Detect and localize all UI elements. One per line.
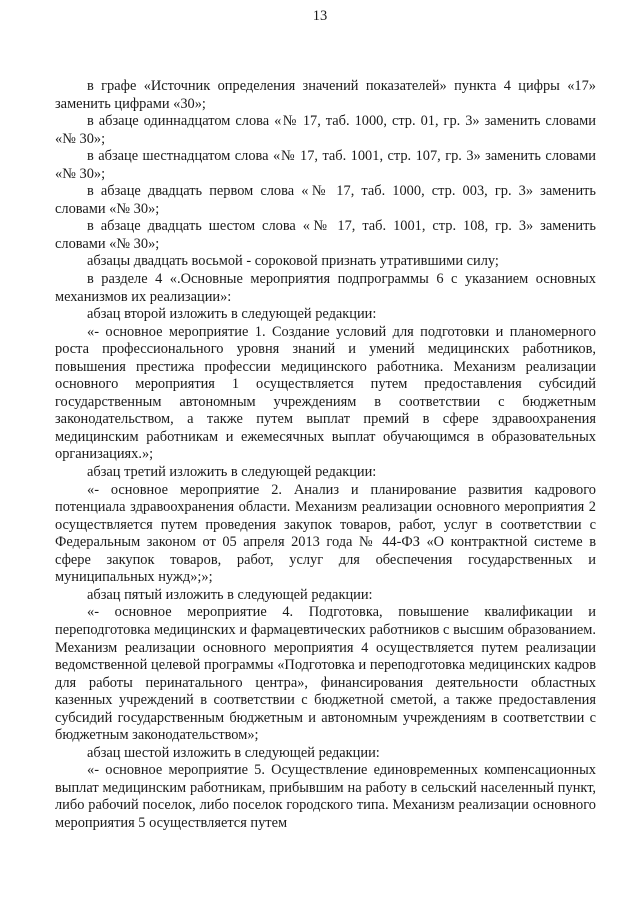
paragraph: «- основное мероприятие 5. Осуществление единовременных компенсационных выплат медицинским работникам, прибывшим на работу в сельский населенный пункт, либо рабочий поселок, либо поселок городского типа. Механизм реализации основного мероприятия 5 осуществляется путем [55, 762, 596, 831]
paragraph: абзацы двадцать восьмой - сороковой признать утратившими силу; [87, 253, 499, 270]
document-body [55, 78, 596, 833]
paragraph: абзац пятый изложить в следующей редакции: [87, 586, 373, 603]
paragraph: абзац шестой изложить в следующей редакции: [87, 744, 380, 761]
paragraph: в абзаце двадцать шестом слова «№ 17, таб. 1001, стр. 108, гр. 3» заменить словами «№ 30»; [55, 218, 596, 252]
paragraph: «- основное мероприятие 4. Подготовка, повышение квалификации и переподготовка медицинских и фармацевтических работников с высшим образованием. Механизм реализации основного мероприятия 4 осуществляется путем реализации ведомственной целевой программы «Подготовка и переподготовка медицинских кадров для работы перинатального центра», финансирования деятельности областных казенных учреждений в соответствии с бюджетной сметой, а также предоставления субсидий государственным бюджетным и автономным учреждениям в соответствии с бюджетным законодательством»; [55, 604, 596, 744]
paragraph: «- основное мероприятие 2. Анализ и планирование развития кадрового потенциала здравоохранения области. Механизм реализации основного мероприятия 2 осуществляется путем проведения закупок товаров, работ, услуг в соответствии с Федеральным законом от 05 апреля 2013 года № 44-ФЗ «О контрактной системе в сфере закупок товаров, работ, услуг для обеспечения государственных и муниципальных нужд»;»; [55, 481, 596, 586]
paragraph: «- основное мероприятие 1. Создание условий для подготовки и планомерного роста профессионального уровня знаний и умений медицинских работников, повышения престижа профессии медицинского работника. Механизм реализации основного мероприятия 1 осуществляется путем предоставления субсидий государственным автономным учреждениям в соответствии с бюджетным законодательством, а также путем выплат премий в сфере здравоохранения медицинским работникам и ежемесячных выплат обучающимся в образовательных организациях.»; [55, 323, 596, 463]
paragraph: в разделе 4 «.Основные мероприятия подпрограммы 6 с указанием основных механизмов их реализации»: [55, 271, 596, 305]
paragraph: в абзаце двадцать первом слова «№ 17, таб. 1000, стр. 003, гр. 3» заменить словами «№ 30»; [55, 183, 596, 217]
paragraph: абзац второй изложить в следующей редакции: [87, 306, 377, 323]
paragraph: в абзаце шестнадцатом слова «№ 17, таб. 1001, стр. 107, гр. 3» заменить словами «№ 30»; [55, 148, 596, 182]
paragraph: в графе «Источник определения значений показателей» пункта 4 цифры «17» заменить цифрами «30»; [55, 78, 596, 112]
page-number: 13 [312, 8, 328, 24]
paragraph: абзац третий изложить в следующей редакции: [87, 464, 377, 481]
paragraph: в абзаце одиннадцатом слова «№ 17, таб. 1000, стр. 01, гр. 3» заменить словами «№ 30»; [55, 113, 596, 147]
